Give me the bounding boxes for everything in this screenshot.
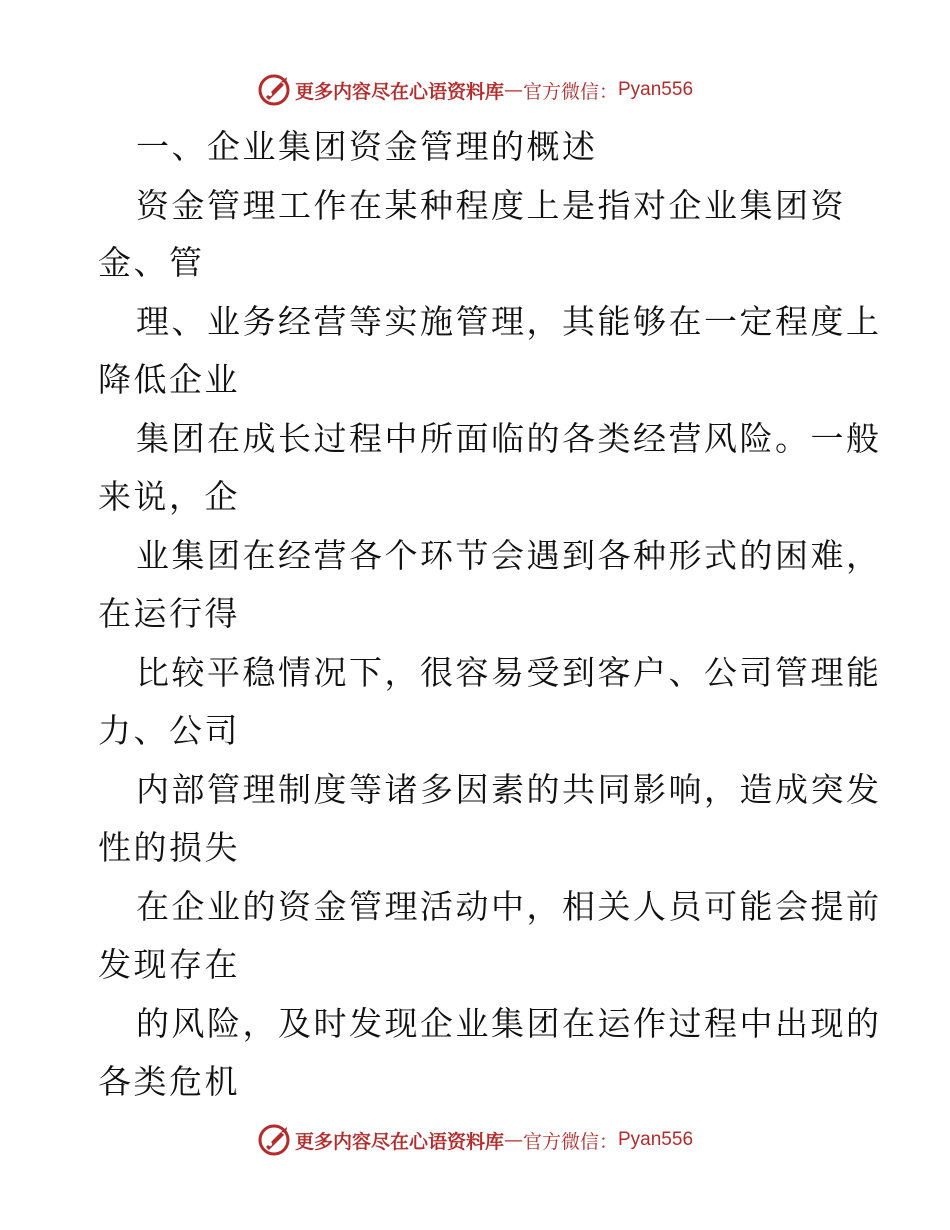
paragraph-line: 力、公司 xyxy=(98,711,240,750)
paragraph-line: 金、管 xyxy=(98,243,205,282)
section-heading: 一、企业集团资金管理的概述 xyxy=(136,127,598,166)
paragraph-line: 的风险，及时发现企业集团在运作过程中出现的 xyxy=(136,1004,882,1043)
footer-banner xyxy=(0,1120,950,1160)
paragraph-line: 比较平稳情况下，很容易受到客户、公司管理能 xyxy=(136,653,882,692)
paragraph-line: 性的损失 xyxy=(98,828,240,867)
paragraph-line: 业集团在经营各个环节会遇到各种形式的困难， xyxy=(136,536,882,575)
banner-separator: — xyxy=(503,1129,523,1151)
paragraph-line: 在运行得 xyxy=(98,594,240,633)
banner-slogan: 更多内容尽在心语资料库 xyxy=(294,1130,504,1153)
banner-wechat-id: Pyan556 xyxy=(618,1129,694,1150)
paragraph-line: 发现存在 xyxy=(98,945,240,984)
paragraph-line: 各类危机 xyxy=(98,1062,240,1101)
quill-logo-icon xyxy=(257,1123,291,1157)
banner-wechat-label: 官方微信： xyxy=(522,1130,618,1153)
banner-wechat-id: Pyan556 xyxy=(618,79,694,100)
banner-separator: — xyxy=(503,79,523,101)
paragraph-line: 来说，企 xyxy=(98,477,240,516)
paragraph-line: 在企业的资金管理活动中，相关人员可能会提前 xyxy=(136,887,882,926)
quill-logo-icon xyxy=(257,73,291,107)
paragraph-line: 降低企业 xyxy=(98,360,240,399)
paragraph-line: 集团在成长过程中所面临的各类经营风险。一般 xyxy=(136,419,882,458)
banner-slogan: 更多内容尽在心语资料库 xyxy=(294,80,504,103)
paragraph-line: 内部管理制度等诸多因素的共同影响，造成突发 xyxy=(136,770,882,809)
banner-wechat-label: 官方微信： xyxy=(522,80,618,103)
paragraph-line: 资金管理工作在某种程度上是指对企业集团资 xyxy=(136,186,846,225)
paragraph-line: 理、业务经营等实施管理，其能够在一定程度上 xyxy=(136,302,882,341)
header-banner xyxy=(0,70,950,110)
